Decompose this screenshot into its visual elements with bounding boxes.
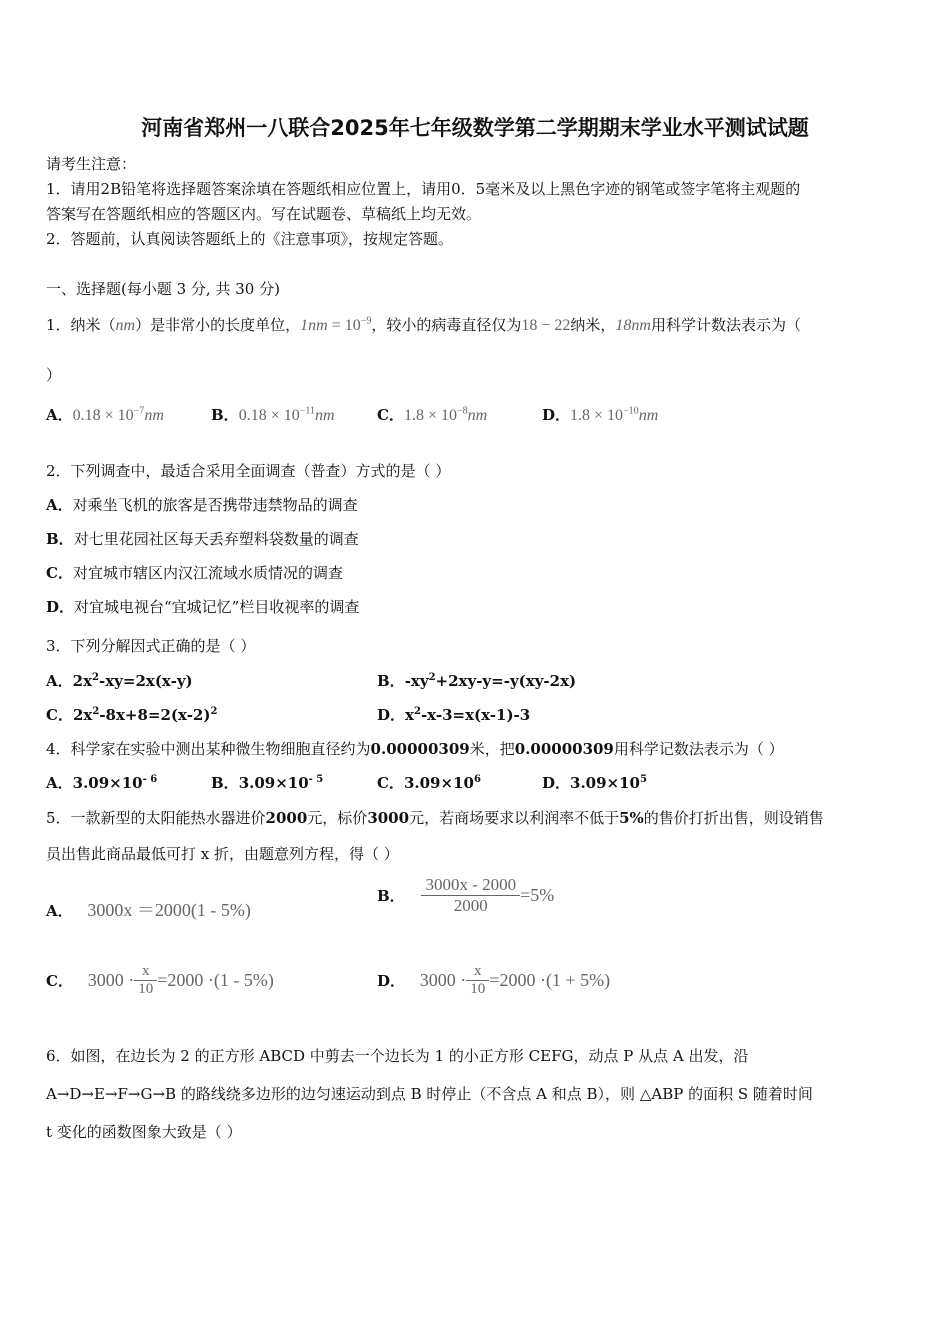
question-5-stem-line-2: 员出售此商品最低可打 x 折，由题意列方程，得（ ）: [46, 845, 399, 863]
q3-option-b[interactable]: B．$-xy^2+2xy-y=-y(xy-2x)$: [377, 672, 577, 690]
notice-heading: 请考生注意：: [46, 155, 137, 173]
q1-option-c[interactable]: C．$1.8 \times 10^{-8}nm$: [377, 405, 488, 424]
q4-option-b[interactable]: B．$3.09\times 10^{- 5}$: [211, 774, 324, 792]
question-6-stem-line-3: t 变化的函数图象大致是（ ）: [46, 1123, 242, 1141]
question-6-stem-line-2: A→D→E→F→G→B 的路线绕多边形的边匀速运动到点 B 时停止（不含点 A 和点 B），则 △ABP 的面积 S 随着时间: [46, 1085, 813, 1103]
q5-option-d[interactable]: D． 3000 · $\frac{x}{10}$ =2000 ·(1 + 5%): [377, 963, 611, 997]
q1-text-2: ）是非常小的长度单位，: [135, 316, 301, 334]
q3-option-a[interactable]: A．$2x^2-xy=2x(x-y)$: [46, 672, 193, 690]
question-1-stem-close: ）: [46, 366, 62, 384]
q2-option-d[interactable]: D．对宜城电视台“宜城记忆”栏目收视率的调查: [46, 598, 360, 616]
q4-option-c[interactable]: C．$3.09\times 10^6$: [377, 774, 481, 792]
q1-math-18nm: 18nm: [615, 317, 651, 334]
notice-item-2: 2．答题前，认真阅读答题纸上的《注意事项》，按规定答题。: [46, 230, 454, 248]
q1-option-b[interactable]: B．$0.18 \times 10^{-11}nm$: [211, 405, 335, 424]
page-title: 河南省郑州一八联合2025年七年级数学第二学期期末学业水平测试试题: [141, 116, 809, 140]
q2-option-a[interactable]: A．对乘坐飞机的旅客是否携带违禁物品的调查: [46, 496, 358, 514]
q2-option-c[interactable]: C．对宜城市辖区内汉江流域水质情况的调查: [46, 564, 343, 582]
q3-option-c[interactable]: C．$2x^2-8x+8=2(x-2)^2$: [46, 706, 218, 724]
q1-option-a[interactable]: A．$0.18 \times 10^{-7}nm$: [46, 405, 164, 424]
q2-option-b[interactable]: B．对七里花园社区每天丢弃塑料袋数量的调查: [46, 530, 359, 548]
notice-item-1-line-2: 答案写在答题纸相应的答题区内。写在试题卷、草稿纸上均无效。: [46, 205, 482, 223]
section-heading: 一、选择题(每小题 3 分, 共 30 分): [46, 280, 280, 298]
question-6-stem-line-1: 6．如图，在边长为 2 的正方形 ABCD 中剪去一个边长为 1 的小正方形 CEFG，动点 P 从点 A 出发，沿: [46, 1047, 749, 1065]
q4-option-a[interactable]: A．$3.09\times 10^{- 6}$: [46, 774, 158, 792]
q1-option-d[interactable]: D．$1.8 \times 10^{-10}nm$: [542, 405, 659, 424]
notice-item-1-line-1: 1．请用2B铅笔将选择题答案涂填在答题纸相应位置上，请用0．5毫米及以上黑色字迹的钢笔或签字笔将主观题的: [46, 180, 801, 198]
question-5-stem-line-1: 5．一款新型的太阳能热水器进价2000元，标价3000元，若商场要求以利润率不低于5%的售价打折出售，则设销售: [46, 809, 824, 827]
q1-text-3: ，较小的病毒直径仅为: [371, 316, 522, 334]
q1-math-nm: nm: [115, 317, 136, 334]
q1-math-definition: $1nm = 10^{-9}$: [300, 315, 372, 334]
question-2-stem: 2．下列调查中，最适合采用全面调查（普查）方式的是（ ）: [46, 462, 451, 480]
q1-text-1: 1．纳米（: [46, 316, 116, 334]
question-1-stem: [46, 314, 801, 335]
q1-math-range: 18 − 22: [521, 317, 571, 334]
question-3-stem: 3．下列分解因式正确的是（ ）: [46, 637, 256, 655]
q1-text-5: 用科学计数法表示为（: [650, 316, 801, 334]
q3-option-d[interactable]: D．$x^2-x-3=x(x-1)-3$: [377, 706, 531, 724]
q5-option-c[interactable]: C． 3000 · $\frac{x}{10}$ =2000 ·(1 - 5%): [46, 963, 274, 997]
q1-text-4: 纳米，: [570, 316, 616, 334]
question-4-stem: 4．科学家在实验中测出某种微生物细胞直径约为0.00000309米，把0.00000309用科学记数法表示为（ ）: [46, 740, 784, 758]
q5-option-a[interactable]: A． 3000x ＝2000(1 - 5%): [46, 900, 251, 920]
q5-option-b[interactable]: B． $\frac{3000x - 2000}{2000}$ =5%: [377, 875, 555, 915]
q4-option-d[interactable]: D．$3.09\times 10^5$: [542, 774, 647, 792]
